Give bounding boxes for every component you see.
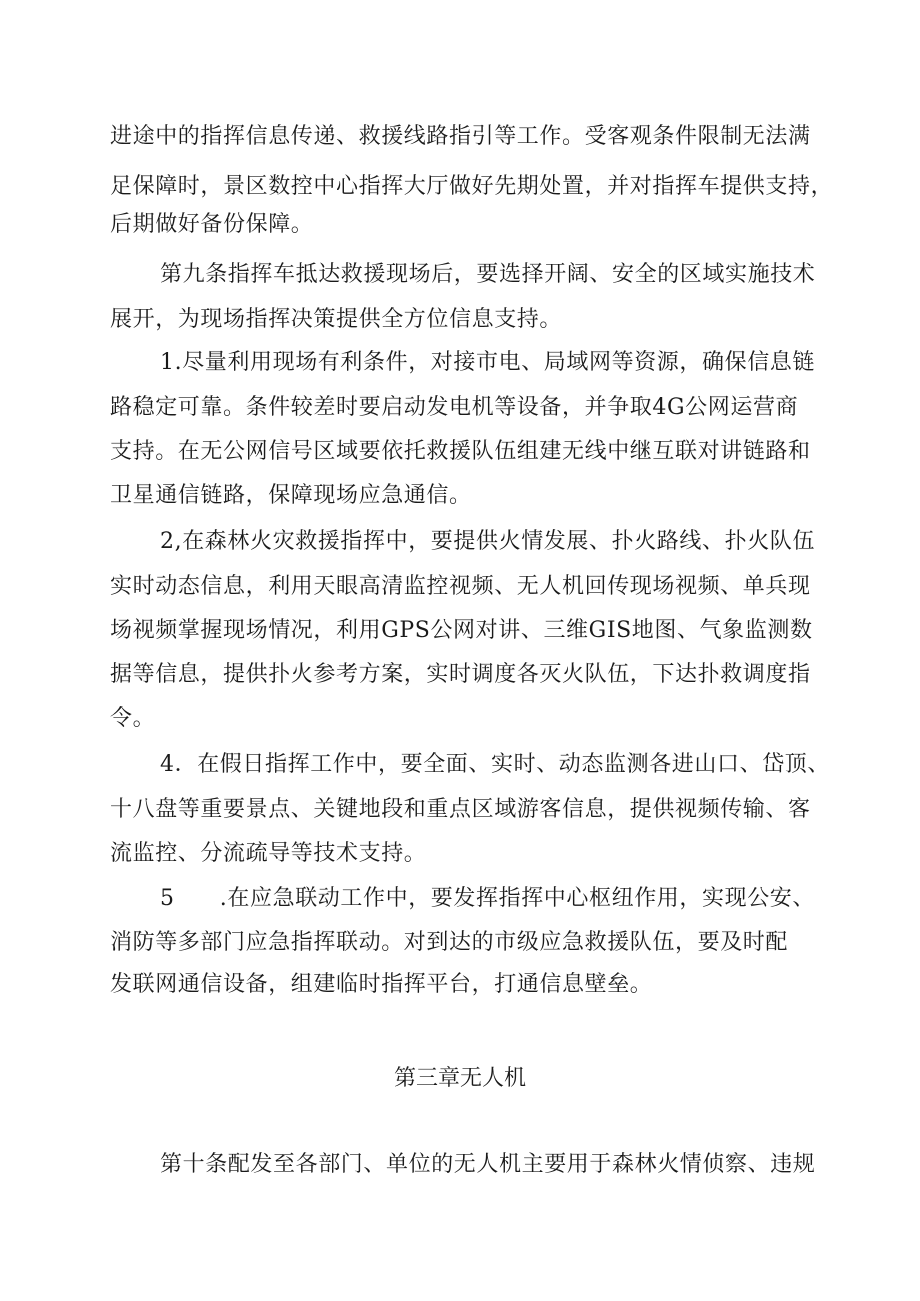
text-line: 令。 xyxy=(110,706,156,731)
text-line: 后期做好备份保障。 xyxy=(110,212,314,237)
text-line: 消防等多部门应急指挥联动。对到达的市级应急救援队伍，要及时配 xyxy=(110,930,789,955)
article-10-paragraph: 第十条配发至各部门、单位的无人机主要用于森林火情侦察、违规 xyxy=(160,1152,816,1177)
text-line: 发联网通信设备，组建临时指挥平台，打通信息壁垒。 xyxy=(110,972,653,997)
item-4-paragraph: 4．在假日指挥工作中，要全面、实时、动态监测各进山口、岱顶、 xyxy=(160,752,830,777)
item-5-paragraph: 5 .在应急联动工作中，要发挥指挥中心枢纽作用，实现公安、 xyxy=(160,886,815,911)
text-line: 实时动态信息，利用天眼高清监控视频、无人机回传现场视频、单兵现 xyxy=(110,574,811,599)
text-line: 展开，为现场指挥决策提供全方位信息支持。 xyxy=(110,307,563,332)
text-line: 据等信息，提供扑火参考方案，实时调度各灭火队伍，下达扑救调度指 xyxy=(110,662,811,687)
text-line: 支持。在无公网信号区域要依托救援队伍组建无线中继互联对讲链路和 xyxy=(110,439,811,464)
text-line: 足保障时，景区数控中心指挥大厅做好先期处置，并对指挥车提供支持， xyxy=(110,174,834,199)
text-line: 流监控、分流疏导等技术支持。 xyxy=(110,841,427,866)
item-1-paragraph: 1.尽量利用现场有利条件，对接市电、局域网等资源，确保信息链 xyxy=(160,350,815,375)
text-line: 路稳定可靠。条件较差时要启动发电机等设备，并争取4G公网运营商 xyxy=(110,395,799,420)
text-line: 十八盘等重要景点、关键地段和重点区域游客信息，提供视频传输、客 xyxy=(110,797,811,822)
item-2-paragraph: 2,在森林火灾救援指挥中，要提供火情发展、扑火路线、扑火队伍 xyxy=(160,529,815,554)
article-9-paragraph: 第九条指挥车抵达救援现场后，要选择开阔、安全的区域实施技术 xyxy=(160,262,816,287)
text-line: 场视频掌握现场情况，利用GPS公网对讲、三维GIS地图、气象监测数 xyxy=(110,618,813,643)
chapter-heading: 第三章无人机 xyxy=(393,1066,526,1091)
text-line: 卫星通信链路，保障现场应急通信。 xyxy=(110,483,472,508)
text-line: 进途中的指挥信息传递、救援线路指引等工作。受客观条件限制无法满 xyxy=(110,124,811,149)
